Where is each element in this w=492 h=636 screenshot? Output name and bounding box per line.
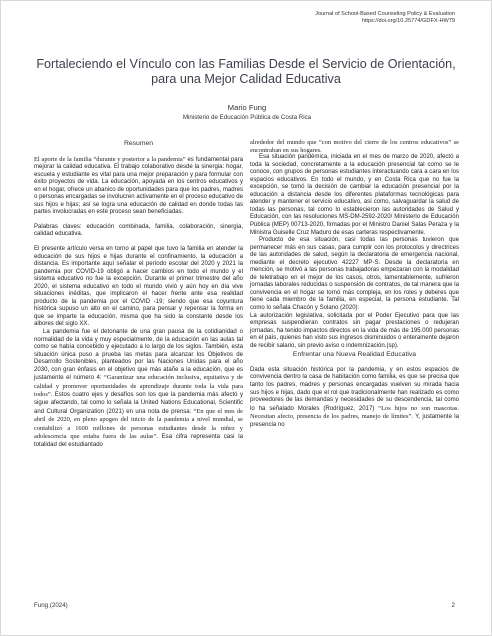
body-paragraph: El presente artículo versa en torno al papel que tuvo la familia en atender la educación de sus hijos e hijas durante el confinamiento, la educación a distancia. Es importante aquí señalar el período escolar del 2020 y 2021 la pandemia por COVID-19 obligó a hacer cambios en todo el mundo y el sistema educativo no fue la excepción. Durante el primer trimestre del año 2020, el sistema educativo en todo el mundo vivió y aún hoy en día vive situaciones inéditas, que implicaron el hacer frente ante esa realidad producto de la pandemia por el COVID -19; siendo que esa coyuntura histórica supuso un alto en el camino, para pensar y repensar la forma en que se imparte la educación, misma que ha sido la constante desde los albores del siglo XX. <box>34 246 243 328</box>
body-text: Dada esta situación histórica por la pandemia, y en estos espacios de convivencia dentro la casa de habitación como familia, es que se precisa que tanto los padres, madres y personas encargadas vuelven su mirada hacia sus hijos e hijas, dado que el rol que tradicionalmente han realizado es como proveedores de las demandas y necesidades de su descendencia, tal como lo ha señalado Morales (Rodríguez, 2017) <box>250 366 459 412</box>
inline-quote: “Los hijos no son mascotas. Necesitan afecto, presencia de los padres, manejo de límites”. <box>250 404 459 421</box>
left-column <box>34 139 243 449</box>
title-line-1: Fortaleciendo el Vínculo con las Familias Desde el Servicio de Orientación, <box>36 57 456 71</box>
author-name: Mario Fung <box>227 103 267 112</box>
inline-quote: “Garantizar una educación inclusiva, equitativa y de calidad y promover oportunidades de aprendizaje durante toda la vida para todos”. <box>34 374 243 399</box>
doi-link[interactable]: https://doi.org/10.25774/GDFX-HW79 <box>361 18 455 24</box>
body-text: Esa cifra representa casi la totalidad del estudiantado <box>34 434 243 448</box>
body-paragraph: Producto de esa situación, casi todas las personas tuvieron que permanecer más en sus casas, para cumplir con los protocolos y directrices de las autoridades de salud, según la declaratoria de emergencia nacional, mediante el decreto ejecutivo 42227 MP-S. Desde la declaratoria en mención, se motivó a las personas trabajadoras empezaran con la modalidad de teletrabajo en el mejor de los casos, otros, lamentablemente, sufrieron jornadas laborales reducidas o suspensión de contratos, de tal manera que la convivencia en el hogar se tornó más compleja, en los roles y deberes que tiene cada miembro de la familia, en especial, la persona estudiante. Tal como lo señala Chacón y Solano (2020): <box>250 237 459 312</box>
body-paragraph: Esa situación pandémica, iniciada en el mes de marzo de 2020, afectó a toda la sociedad, concretamente a la educación presencial tal como se le conoce, con grupos de personas estudiantes interactuando cara a cara en los espacios educativos. En todo el mundo, y en Costa Rica que no fue la excepción, se tomó la decisión de cambiar la educación presencial por la educación a distancia desde los diferentes plataformas tecnológicas para atender y mantener el servicio educativo, así como, salvaguardar la salud de todas las personas, tal como lo establecieron las autoridades de Salud y Educación, con las resoluciones MS-DM-2592-2020/ Ministerio de Educación Pública (MEP) 00713-2020, firmadas por el Ministro Daniel Salas Peraza y la Ministra Guiselle Cruz Maduro de esas carteras respectivamente. <box>250 154 459 236</box>
page-number: 2 <box>451 602 455 609</box>
abstract-lead: El aporte de la familia “durante y posterior a la pandemia” <box>34 155 186 163</box>
body-text: La pandemia fue el detonante de una gran pausa de la cotidianidad o normalidad de la vida y muy especialmente, de la educación en las aulas tal como se había concebido y ejecutado a lo largo de los siglos. También, esta situación única puso a prueba las metas para alcanzar los Objetivos de Desarrollo Sostenibles, planteados por las Naciones Unidas para el año 2030, con gran énfasis en el objetivo que más atañe a la educación, que es justamente el número 4: <box>34 329 243 382</box>
footer-citation: Fung (2024) <box>34 602 68 609</box>
abstract-text: es fundamental para mejorar la calidad educativa. El trabajo colaborativo desde la sinergia: hogar, escuela y estudiante es vital para una mejor preparación y para formular con éxito proyectos de vida. La educación, apoyada en los centros educativos y en el hogar, ofrece un abanico de oportunidades para que los padres, madres o personas encargadas se involucren activamente en el proceso educativo de sus hijos e hijas; así se logra una educación de calidad en donde todas las partes involucradas en este proceso sean beneficiadas. <box>34 156 243 216</box>
title-line-2: para una Mejor Calidad Educativa <box>151 72 341 86</box>
body-paragraph <box>34 329 243 449</box>
abstract-paragraph <box>34 156 243 217</box>
right-column <box>250 139 459 429</box>
abstract-heading: Resumen <box>123 140 154 147</box>
keywords: Palabras claves: educación combinada, familia, colaboración, sinergia, calidad educativa. <box>34 223 243 238</box>
inline-quote: “En que el mes de abril de 2020, en pleno apogeo del inicio de la pandemia a nivel mundial, se contabilizó a 1600 millones de personas estudiantes desde la niñez y adolescencia que estaba fuera de las aulas”. <box>34 407 244 441</box>
body-paragraph: alrededor del mundo que “con motivo del cierre de los centros educativos” se encontraban en sus hogares. <box>250 139 459 154</box>
journal-header <box>195 11 455 25</box>
section-heading: Enfrentar una Nueva Realidad Educativa <box>292 351 417 359</box>
body-paragraph <box>250 367 459 429</box>
body-text: Estos cuatro ejes y desafíos son los que la pandemia más afectó y sigue afectando, tal como lo señala la United Nations Educational, Scientific and Cultural Organization (2021) en una nota de prensa: <box>34 392 243 415</box>
body-text: Y, justamente la presencia no <box>250 414 459 428</box>
author-affiliation: Ministerio de Educación Pública de Costa Rica <box>182 114 312 121</box>
journal-name: Journal of School-Based Counseling Policy & Evaluation <box>315 11 455 17</box>
paper-title <box>31 57 461 87</box>
block-quote: La autorización legislativa, solicitada por el Poder Ejecutivo para que las empresas suspendieran contratos sin pagar prestaciones o redujeran jornadas, ha tenido impactos directos en la vida de más de 195.000 personas en el país, quienes han visto sus ingresos disminuidos o enteramente dejaron de recibir salario, sin previo aviso o indemnización.(sp). <box>250 312 459 349</box>
